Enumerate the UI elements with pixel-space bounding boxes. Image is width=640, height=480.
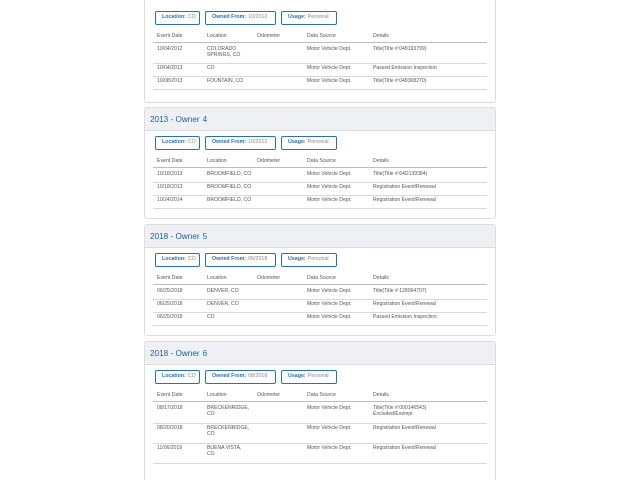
- usage-chip[interactable]: [281, 370, 337, 384]
- table-cell-source: Motor Vehicle Dept.: [307, 314, 352, 320]
- table-cell-date: 06/25/2018: [157, 301, 183, 307]
- row-divider: [153, 463, 487, 464]
- table-cell-location: BROOMFIELD, CO: [207, 197, 252, 203]
- column-header: Location: [207, 392, 227, 398]
- row-divider: [153, 443, 487, 444]
- owned-from-chip-value: 08/2018: [248, 373, 268, 379]
- table-cell-location: BROOMFIELD, CO: [207, 171, 252, 177]
- table-cell-date: 10/18/2013: [157, 171, 183, 177]
- owned-from-chip-value: 06/2018: [248, 256, 268, 262]
- table-cell-date: 06/25/2018: [157, 288, 183, 294]
- owned-from-chip[interactable]: [205, 11, 276, 25]
- table-cell-details: Registration Event/Renewal: [373, 197, 436, 203]
- owned-from-chip-label: Owned From:: [212, 14, 247, 20]
- row-divider: [153, 195, 487, 196]
- owner-year: 2013: [150, 115, 169, 124]
- table-cell-date: 06/25/2018: [157, 314, 183, 320]
- location-chip-value: CO: [187, 373, 196, 379]
- usage-chip-label: Usage:: [288, 139, 306, 145]
- row-divider: [153, 312, 487, 313]
- owner-card: [144, 341, 496, 480]
- header-divider: [153, 167, 487, 168]
- table-cell-source: Motor Vehicle Dept.: [307, 288, 352, 294]
- owner-card: [144, 107, 496, 219]
- column-header: Odometer: [257, 158, 281, 164]
- usage-chip-value: Personal: [307, 256, 329, 262]
- row-divider: [153, 208, 487, 209]
- owner-year: 2018: [150, 349, 169, 358]
- column-header: Details: [373, 158, 389, 164]
- table-cell-details: Title(Title #:000146543) Excluded/Exempt: [373, 405, 427, 418]
- owner-card: [144, 0, 496, 103]
- owner-card: [144, 224, 496, 336]
- row-divider: [153, 63, 487, 64]
- owner-number: 5: [202, 232, 208, 241]
- column-header: Details: [373, 392, 389, 398]
- table-cell-details: Registration Event/Renewal: [373, 445, 436, 451]
- table-cell-date: 10/04/2013: [157, 65, 183, 71]
- table-cell-location: FOUNTAIN, CO: [207, 78, 244, 84]
- location-chip[interactable]: [155, 136, 200, 150]
- header-divider: [153, 42, 487, 43]
- location-chip-label: Location:: [162, 139, 186, 145]
- table-cell-details: Title(Title #:128064797): [373, 288, 427, 294]
- owner-number: 4: [202, 115, 208, 124]
- location-chip-label: Location:: [162, 256, 186, 262]
- location-chip[interactable]: [155, 11, 200, 25]
- table-cell-date: 11/06/2019: [157, 445, 183, 451]
- owned-from-chip-value: 10/2012: [248, 14, 268, 20]
- table-cell-source: Motor Vehicle Dept.: [307, 301, 352, 307]
- table-cell-date: 08/17/2018: [157, 405, 183, 411]
- owner-separator: -: [168, 349, 176, 358]
- location-chip[interactable]: [155, 253, 200, 267]
- table-cell-location: BRECKENRIDGE, CO: [207, 425, 250, 438]
- owned-from-chip-value: 10/2013: [248, 139, 268, 145]
- table-cell-location: COLORADO SPRINGS, CO: [207, 46, 241, 59]
- table-cell-location: CO: [207, 314, 215, 320]
- location-chip-value: CO: [187, 139, 196, 145]
- table-cell-details: Passed Emission Inspection: [373, 314, 437, 320]
- table-cell-source: Motor Vehicle Dept.: [307, 46, 352, 52]
- column-header: Data Source: [307, 158, 336, 164]
- owner-separator: -: [168, 232, 176, 241]
- header-divider: [153, 284, 487, 285]
- usage-chip-label: Usage:: [288, 373, 306, 379]
- location-chip-label: Location:: [162, 14, 186, 20]
- column-header: Location: [207, 158, 227, 164]
- table-cell-source: Motor Vehicle Dept.: [307, 78, 352, 84]
- table-cell-details: Title(Title #:64D139384): [373, 171, 428, 177]
- table-cell-location: DENVER, CO: [207, 301, 239, 307]
- usage-chip-value: Personal: [307, 139, 329, 145]
- table-cell-details: Registration Event/Renewal: [373, 425, 436, 431]
- table-cell-details: Title(Title #:048308270): [373, 78, 427, 84]
- usage-chip-value: Personal: [307, 14, 329, 20]
- location-chip-value: CO: [187, 256, 196, 262]
- table-cell-date: 10/24/2014: [157, 197, 183, 203]
- owned-from-chip-label: Owned From:: [212, 373, 247, 379]
- table-cell-source: Motor Vehicle Dept.: [307, 171, 352, 177]
- table-cell-details: Registration Event/Renewal: [373, 184, 436, 190]
- table-cell-date: 10/18/2013: [157, 184, 183, 190]
- usage-chip-label: Usage:: [288, 256, 306, 262]
- table-cell-date: 10/04/2012: [157, 46, 183, 52]
- owner-word: Owner: [175, 115, 200, 124]
- table-cell-location: BRECKENRIDGE, CO: [207, 405, 250, 418]
- table-cell-location: DENVER, CO: [207, 288, 239, 294]
- table-cell-location: CO: [207, 65, 215, 71]
- column-header: Data Source: [307, 392, 336, 398]
- owned-from-chip[interactable]: [205, 370, 276, 384]
- owner-card-header: [145, 108, 495, 131]
- column-header: Data Source: [307, 275, 336, 281]
- usage-chip[interactable]: [281, 253, 337, 267]
- table-cell-source: Motor Vehicle Dept.: [307, 425, 352, 431]
- location-chip[interactable]: [155, 370, 200, 384]
- row-divider: [153, 299, 487, 300]
- table-cell-location: BUENA VISTA, CO: [207, 445, 242, 458]
- usage-chip-label: Usage:: [288, 14, 306, 20]
- row-divider: [153, 423, 487, 424]
- owned-from-chip[interactable]: [205, 253, 276, 267]
- column-header: Location: [207, 275, 227, 281]
- column-header: Details: [373, 275, 389, 281]
- table-cell-source: Motor Vehicle Dept.: [307, 184, 352, 190]
- column-header: Odometer: [257, 392, 281, 398]
- location-chip-value: CO: [187, 14, 196, 20]
- column-header: Event Date: [157, 275, 183, 281]
- usage-chip[interactable]: [281, 11, 337, 25]
- header-divider: [153, 401, 487, 402]
- table-cell-date: 08/20/2018: [157, 425, 183, 431]
- table-cell-source: Motor Vehicle Dept.: [307, 197, 352, 203]
- table-cell-source: Motor Vehicle Dept.: [307, 405, 352, 411]
- row-divider: [153, 182, 487, 183]
- column-header: Odometer: [257, 275, 281, 281]
- owner-year: 2018: [150, 232, 169, 241]
- column-header: Event Date: [157, 33, 183, 39]
- owned-from-chip-label: Owned From:: [212, 139, 247, 145]
- table-cell-details: Passed Emission Inspection: [373, 65, 437, 71]
- table-cell-details: Title(Title #:048193799): [373, 46, 427, 52]
- column-header: Data Source: [307, 33, 336, 39]
- row-divider: [153, 325, 487, 326]
- owner-card-header: [145, 225, 495, 248]
- owner-separator: -: [168, 115, 176, 124]
- column-header: Location: [207, 33, 227, 39]
- owner-card-header: [145, 342, 495, 365]
- table-cell-location: BROOMFIELD, CO: [207, 184, 252, 190]
- column-header: Event Date: [157, 392, 183, 398]
- table-cell-source: Motor Vehicle Dept.: [307, 65, 352, 71]
- owned-from-chip-label: Owned From:: [212, 256, 247, 262]
- owner-word: Owner: [175, 349, 200, 358]
- column-header: Event Date: [157, 158, 183, 164]
- owner-number: 6: [202, 349, 208, 358]
- location-chip-label: Location:: [162, 373, 186, 379]
- row-divider: [153, 76, 487, 77]
- table-cell-date: 10/08/2013: [157, 78, 183, 84]
- column-header: Details: [373, 33, 389, 39]
- usage-chip-value: Personal: [307, 373, 329, 379]
- row-divider: [153, 89, 487, 90]
- column-header: Odometer: [257, 33, 281, 39]
- owned-from-chip[interactable]: [205, 136, 276, 150]
- owner-word: Owner: [175, 232, 200, 241]
- table-cell-details: Registration Event/Renewal: [373, 301, 436, 307]
- table-cell-source: Motor Vehicle Dept.: [307, 445, 352, 451]
- usage-chip[interactable]: [281, 136, 337, 150]
